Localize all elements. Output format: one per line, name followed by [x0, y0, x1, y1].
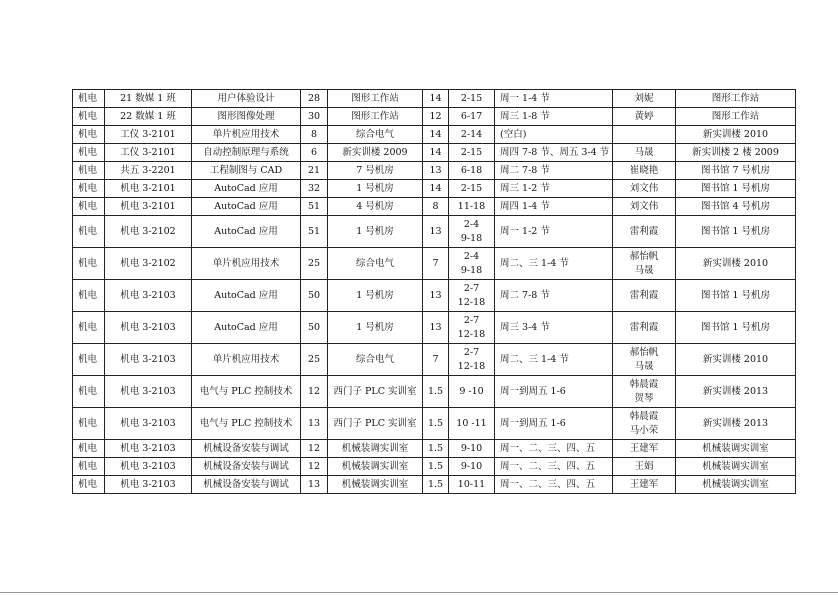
cell-location: 新实训楼 2010 — [676, 248, 796, 280]
cell-time: 周二、三 1-4 节 — [495, 344, 613, 376]
cell-college: 机电 — [73, 408, 105, 440]
cell-class: 机电 3-2103 — [105, 312, 192, 344]
table-row — [73, 126, 796, 144]
cell-weeks-num: 14 — [423, 126, 449, 144]
cell-time: 周一、二、三、四、五 — [495, 476, 613, 494]
cell-course: AutoCad 应用 — [192, 198, 301, 216]
cell-class: 机电 3-2101 — [105, 180, 192, 198]
cell-weeks-num: 1.5 — [423, 408, 449, 440]
cell-time: 周一、二、三、四、五 — [495, 440, 613, 458]
cell-college: 机电 — [73, 216, 105, 248]
cell-time: 周四 7-8 节、周五 3-4 节 — [495, 144, 613, 162]
cell-week-range: 2-4 9-18 — [449, 248, 495, 280]
cell-time: 周三 3-4 节 — [495, 312, 613, 344]
cell-room: 图形工作站 — [328, 108, 423, 126]
cell-course: 用户体验设计 — [192, 90, 301, 108]
cell-count: 51 — [301, 198, 328, 216]
cell-location: 图书馆 1 号机房 — [676, 216, 796, 248]
cell-location: 新实训楼 2013 — [676, 408, 796, 440]
cell-class: 机电 3-2101 — [105, 198, 192, 216]
cell-time: 周一到周五 1-6 — [495, 376, 613, 408]
cell-count: 8 — [301, 126, 328, 144]
cell-weeks-num: 7 — [423, 344, 449, 376]
cell-college: 机电 — [73, 458, 105, 476]
cell-time: 周三 1-2 节 — [495, 180, 613, 198]
cell-course: AutoCad 应用 — [192, 280, 301, 312]
cell-week-range: 2-15 — [449, 90, 495, 108]
cell-week-range: 9 -10 — [449, 376, 495, 408]
cell-location: 新实训楼 2013 — [676, 376, 796, 408]
cell-location: 新实训楼 2010 — [676, 344, 796, 376]
cell-location: 图形工作站 — [676, 90, 796, 108]
cell-course: 图形图像处理 — [192, 108, 301, 126]
cell-location: 图书馆 1 号机房 — [676, 180, 796, 198]
cell-week-range: 9-10 — [449, 458, 495, 476]
cell-location: 图书馆 1 号机房 — [676, 312, 796, 344]
cell-college: 机电 — [73, 280, 105, 312]
cell-course: 自动控制原理与系统 — [192, 144, 301, 162]
cell-college: 机电 — [73, 248, 105, 280]
cell-college: 机电 — [73, 162, 105, 180]
cell-teacher — [613, 126, 676, 144]
cell-course: AutoCad 应用 — [192, 216, 301, 248]
table-row — [73, 144, 796, 162]
cell-class: 机电 3-2103 — [105, 476, 192, 494]
cell-count: 51 — [301, 216, 328, 248]
cell-count: 6 — [301, 144, 328, 162]
cell-week-range: 6-18 — [449, 162, 495, 180]
cell-weeks-num: 12 — [423, 108, 449, 126]
cell-class: 22 数媒 1 班 — [105, 108, 192, 126]
cell-count: 30 — [301, 108, 328, 126]
cell-room: 综合电气 — [328, 248, 423, 280]
cell-weeks-num: 13 — [423, 280, 449, 312]
cell-weeks-num: 7 — [423, 248, 449, 280]
cell-time: 周二、三 1-4 节 — [495, 248, 613, 280]
cell-week-range: 2-7 12-18 — [449, 344, 495, 376]
cell-location: 图形工作站 — [676, 108, 796, 126]
cell-location: 图书馆 7 号机房 — [676, 162, 796, 180]
cell-teacher: 王娟 — [613, 458, 676, 476]
cell-weeks-num: 1.5 — [423, 376, 449, 408]
cell-class: 机电 3-2103 — [105, 344, 192, 376]
cell-week-range: 2-7 12-18 — [449, 280, 495, 312]
cell-location: 新实训楼 2010 — [676, 126, 796, 144]
cell-count: 28 — [301, 90, 328, 108]
cell-room: 西门子 PLC 实训室 — [328, 408, 423, 440]
cell-course: AutoCad 应用 — [192, 312, 301, 344]
cell-count: 25 — [301, 248, 328, 280]
cell-class: 工仪 3-2101 — [105, 126, 192, 144]
cell-class: 工仪 3-2101 — [105, 144, 192, 162]
cell-weeks-num: 1.5 — [423, 458, 449, 476]
cell-course: 单片机应用技术 — [192, 126, 301, 144]
table-row — [73, 90, 796, 108]
schedule-table — [72, 89, 796, 494]
cell-room: 1 号机房 — [328, 280, 423, 312]
cell-week-range: 2-15 — [449, 144, 495, 162]
cell-college: 机电 — [73, 440, 105, 458]
table-row — [73, 440, 796, 458]
cell-room: 机械装调实训室 — [328, 440, 423, 458]
table-row — [73, 344, 796, 376]
cell-teacher: 马晟 — [613, 144, 676, 162]
cell-teacher: 王建军 — [613, 476, 676, 494]
cell-course: AutoCad 应用 — [192, 180, 301, 198]
cell-count: 50 — [301, 312, 328, 344]
cell-room: 西门子 PLC 实训室 — [328, 376, 423, 408]
cell-location: 机械装调实训室 — [676, 476, 796, 494]
cell-college: 机电 — [73, 180, 105, 198]
cell-week-range: 2-7 12-18 — [449, 312, 495, 344]
cell-week-range: 6-17 — [449, 108, 495, 126]
table-row — [73, 198, 796, 216]
cell-course: 单片机应用技术 — [192, 248, 301, 280]
cell-weeks-num: 14 — [423, 180, 449, 198]
cell-time: 周一 1-2 节 — [495, 216, 613, 248]
cell-count: 25 — [301, 344, 328, 376]
cell-course: 机械设备安装与调试 — [192, 458, 301, 476]
table-row — [73, 162, 796, 180]
cell-class: 机电 3-2102 — [105, 248, 192, 280]
cell-location: 新实训楼 2 楼 2009 — [676, 144, 796, 162]
table-row — [73, 312, 796, 344]
cell-week-range: 9-10 — [449, 440, 495, 458]
cell-course: 电气与 PLC 控制技术 — [192, 376, 301, 408]
cell-class: 共五 3-2201 — [105, 162, 192, 180]
cell-class: 机电 3-2102 — [105, 216, 192, 248]
cell-teacher: 王建军 — [613, 440, 676, 458]
cell-time: 周一 1-4 节 — [495, 90, 613, 108]
cell-teacher: 刘文伟 — [613, 180, 676, 198]
cell-room: 1 号机房 — [328, 180, 423, 198]
table-row — [73, 108, 796, 126]
cell-location: 机械装调实训室 — [676, 440, 796, 458]
cell-weeks-num: 14 — [423, 144, 449, 162]
cell-room: 1 号机房 — [328, 312, 423, 344]
cell-college: 机电 — [73, 476, 105, 494]
cell-weeks-num: 14 — [423, 90, 449, 108]
cell-week-range: 11-18 — [449, 198, 495, 216]
page-bottom-divider — [0, 592, 838, 593]
cell-course: 机械设备安装与调试 — [192, 440, 301, 458]
cell-teacher: 崔晓艳 — [613, 162, 676, 180]
cell-room: 机械装调实训室 — [328, 476, 423, 494]
cell-college: 机电 — [73, 144, 105, 162]
cell-teacher: 刘妮 — [613, 90, 676, 108]
cell-course: 电气与 PLC 控制技术 — [192, 408, 301, 440]
cell-count: 12 — [301, 458, 328, 476]
cell-college: 机电 — [73, 312, 105, 344]
cell-weeks-num: 8 — [423, 198, 449, 216]
cell-time: 周一、二、三、四、五 — [495, 458, 613, 476]
cell-week-range: 2-15 — [449, 180, 495, 198]
cell-college: 机电 — [73, 90, 105, 108]
cell-course: 工程制图与 CAD — [192, 162, 301, 180]
cell-time: 周二 7-8 节 — [495, 162, 613, 180]
cell-room: 新实训楼 2009 — [328, 144, 423, 162]
table-row — [73, 180, 796, 198]
cell-room: 7 号机房 — [328, 162, 423, 180]
table-row — [73, 376, 796, 408]
cell-room: 综合电气 — [328, 126, 423, 144]
table-row — [73, 216, 796, 248]
cell-room: 机械装调实训室 — [328, 458, 423, 476]
cell-class: 21 数媒 1 班 — [105, 90, 192, 108]
table-row — [73, 280, 796, 312]
cell-count: 12 — [301, 376, 328, 408]
cell-college: 机电 — [73, 344, 105, 376]
table-row — [73, 408, 796, 440]
cell-college: 机电 — [73, 198, 105, 216]
cell-college: 机电 — [73, 376, 105, 408]
cell-course: 单片机应用技术 — [192, 344, 301, 376]
cell-week-range: 2-4 9-18 — [449, 216, 495, 248]
cell-time: (空白) — [495, 126, 613, 144]
cell-class: 机电 3-2103 — [105, 440, 192, 458]
cell-week-range: 10 -11 — [449, 408, 495, 440]
cell-teacher: 郝怡帆 马晟 — [613, 248, 676, 280]
table-row — [73, 248, 796, 280]
cell-college: 机电 — [73, 126, 105, 144]
cell-teacher: 郝怡帆 马晟 — [613, 344, 676, 376]
cell-room: 4 号机房 — [328, 198, 423, 216]
cell-weeks-num: 1.5 — [423, 440, 449, 458]
cell-room: 综合电气 — [328, 344, 423, 376]
cell-teacher: 雷利霞 — [613, 312, 676, 344]
cell-count: 13 — [301, 408, 328, 440]
cell-location: 机械装调实训室 — [676, 458, 796, 476]
cell-weeks-num: 13 — [423, 162, 449, 180]
cell-weeks-num: 1.5 — [423, 476, 449, 494]
cell-class: 机电 3-2103 — [105, 376, 192, 408]
cell-count: 50 — [301, 280, 328, 312]
cell-room: 图形工作站 — [328, 90, 423, 108]
cell-count: 13 — [301, 476, 328, 494]
cell-class: 机电 3-2103 — [105, 458, 192, 476]
cell-time: 周三 1-8 节 — [495, 108, 613, 126]
cell-college: 机电 — [73, 108, 105, 126]
cell-location: 图书馆 1 号机房 — [676, 280, 796, 312]
cell-teacher: 刘文伟 — [613, 198, 676, 216]
cell-teacher: 雷利霞 — [613, 216, 676, 248]
cell-class: 机电 3-2103 — [105, 280, 192, 312]
table-row — [73, 458, 796, 476]
cell-count: 12 — [301, 440, 328, 458]
cell-location: 图书馆 4 号机房 — [676, 198, 796, 216]
cell-time: 周四 1-4 节 — [495, 198, 613, 216]
cell-week-range: 10-11 — [449, 476, 495, 494]
cell-teacher: 雷利霞 — [613, 280, 676, 312]
cell-teacher: 韩晨霞 贺琴 — [613, 376, 676, 408]
cell-count: 32 — [301, 180, 328, 198]
cell-week-range: 2-14 — [449, 126, 495, 144]
cell-time: 周一到周五 1-6 — [495, 408, 613, 440]
cell-class: 机电 3-2103 — [105, 408, 192, 440]
cell-course: 机械设备安装与调试 — [192, 476, 301, 494]
cell-teacher: 黄婷 — [613, 108, 676, 126]
cell-weeks-num: 13 — [423, 312, 449, 344]
cell-weeks-num: 13 — [423, 216, 449, 248]
cell-room: 1 号机房 — [328, 216, 423, 248]
cell-teacher: 韩晨霞 马小荣 — [613, 408, 676, 440]
cell-count: 21 — [301, 162, 328, 180]
table-row — [73, 476, 796, 494]
cell-time: 周二 7-8 节 — [495, 280, 613, 312]
